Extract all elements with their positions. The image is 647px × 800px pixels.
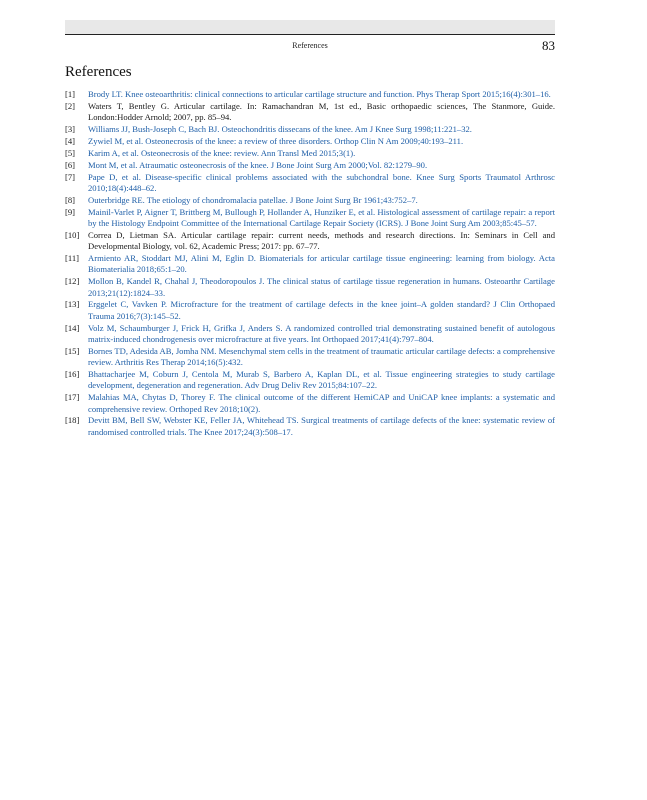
- reference-item[interactable]: [65, 195, 555, 206]
- running-title: References: [292, 41, 328, 50]
- reference-item[interactable]: [65, 392, 555, 415]
- reference-text: Waters T, Bentley G. Articular cartilage. In: Ramachandran M, 1st ed., Basic orthopaedic sciences, The Stanmore, Guide. London:Hodder Arnold; 2007, pp. 85–94.: [88, 100, 555, 123]
- reference-item[interactable]: [65, 124, 555, 135]
- reference-item[interactable]: [65, 172, 555, 195]
- header-band: [65, 20, 555, 34]
- reference-number: [10]: [65, 229, 80, 240]
- reference-number: [5]: [65, 147, 76, 158]
- reference-link[interactable]: Malahias MA, Chytas D, Thorey F. The clinical outcome of the different HemiCAP and UniCAP knee implants: a systematic and comprehensive review. Orthoped Rev 2018;10(2).: [88, 392, 555, 414]
- reference-number: [17]: [65, 392, 80, 403]
- reference-number: [7]: [65, 171, 76, 182]
- reference-item[interactable]: [65, 276, 555, 299]
- reference-number: [11]: [65, 253, 79, 264]
- reference-number: [12]: [65, 276, 80, 287]
- reference-link[interactable]: Brody LT. Knee osteoarthritis: clinical connections to articular cartilage structure and function. Phys Therap Sport 2015;16(4):301–16.: [88, 89, 551, 99]
- reference-number: [13]: [65, 299, 80, 310]
- reference-link[interactable]: Devitt BM, Bell SW, Webster KE, Feller JA, Whitehead TS. Surgical treatments of cartilage defects of the knee: systematic review of randomised controlled trials. The Knee 2017;24(3):508–17.: [88, 415, 555, 437]
- reference-link[interactable]: Armiento AR, Stoddart MJ, Alini M, Eglin D. Biomaterials for articular cartilage tissue engineering: learning from biology. Acta Biomaterialia 2018;65:1–20.: [88, 253, 555, 275]
- reference-text: Correa D, Lietman SA. Articular cartilage repair: current needs, methods and research directions. In: Seminars in Cell and Developmental Biology, vol. 62, Academic Press; 2017: pp. 67–77.: [88, 229, 555, 252]
- reference-item[interactable]: [65, 207, 555, 230]
- reference-link[interactable]: Volz M, Schaumburger J, Frick H, Grifka J, Anders S. A randomized controlled trial demonstrating sustained benefit of autologous matrix-induced chondrogenesis over microfracture at five years. Int Orthopaed 2017;41(4):797–804.: [88, 322, 555, 344]
- reference-link[interactable]: Karim A, et al. Osteonecrosis of the knee: review. Ann Transl Med 2015;3(1).: [88, 147, 356, 158]
- reference-item[interactable]: [65, 369, 555, 392]
- reference-number: [1]: [65, 89, 76, 99]
- reference-item[interactable]: [65, 253, 555, 276]
- reference-item[interactable]: [65, 148, 555, 159]
- reference-list: [65, 89, 555, 439]
- reference-link[interactable]: Erggelet C, Vavken P. Microfracture for the treatment of cartilage defects in the knee joint–A golden standard? J Clin Orthopaed Trauma 2016;7(3):145–52.: [88, 299, 555, 321]
- reference-item[interactable]: [65, 136, 555, 147]
- reference-link[interactable]: Bornes TD, Adesida AB, Jomha NM. Mesenchymal stem cells in the treatment of traumatic articular cartilage defects: a comprehensive review. Arthritis Res Therap 2014;16(5):432.: [88, 345, 555, 368]
- reference-item[interactable]: [65, 346, 555, 369]
- reference-item[interactable]: [65, 299, 555, 322]
- reference-item[interactable]: [65, 415, 555, 438]
- reference-item[interactable]: [65, 89, 555, 100]
- reference-number: [18]: [65, 415, 80, 426]
- reference-number: [2]: [65, 100, 76, 111]
- reference-number: [16]: [65, 369, 80, 380]
- reference-number: [14]: [65, 322, 80, 333]
- reference-item: [65, 230, 555, 253]
- reference-link[interactable]: Bhattacharjee M, Coburn J, Centola M, Murab S, Barbero A, Kaplan DL, et al. Tissue engineering strategies to study cartilage development, degeneration and regeneration. Adv Drug Deliv Rev 2015;84:107–22.: [88, 369, 555, 391]
- reference-number: [4]: [65, 135, 76, 146]
- running-header: [65, 38, 555, 56]
- reference-link[interactable]: Pape D, et al. Disease-specific clinical problems associated with the subchondral bone. Knee Surg Sports Traumatol Arthrosc 2010;18(4):448–62.: [88, 171, 555, 193]
- reference-number: [15]: [65, 345, 80, 356]
- reference-number: [8]: [65, 194, 76, 205]
- reference-item[interactable]: [65, 160, 555, 171]
- reference-link[interactable]: Mollon B, Kandel R, Chahal J, Theodoropoulos J. The clinical status of cartilage tissue regeneration in humans. Osteoarthr Cartilage 2013;21(12):1824–33.: [88, 276, 555, 298]
- reference-link[interactable]: Mainil-Varlet P, Aigner T, Brittberg M, Bullough P, Hollander A, Hunziker E, et al. Histological assessment of cartilage repair: a report by the Histology Endpoint Committee of the International Cartilage Repair Society (ICRS). J Bone Joint Surg Am 2003;85:45–57.: [88, 206, 555, 229]
- reference-link[interactable]: Williams JJ, Bush-Joseph C, Bach BJ. Osteochondritis dissecans of the knee. Am J Knee Surg 1998;11:221–32.: [88, 124, 472, 135]
- header-rule: [65, 34, 555, 35]
- reference-link[interactable]: Zywiel M, et al. Osteonecrosis of the knee: a review of three disorders. Orthop Clin N Am 2009;40:193–211.: [88, 135, 464, 146]
- reference-number: [9]: [65, 206, 76, 217]
- section-title: References: [65, 64, 132, 80]
- reference-link[interactable]: Mont M, et al. Atraumatic osteonecrosis of the knee. J Bone Joint Surg Am 2000;Vol. 82:1279–90.: [88, 159, 428, 170]
- page-number: 83: [542, 38, 555, 53]
- reference-link[interactable]: Outerbridge RE. The etiology of chondromalacia patellae. J Bone Joint Surg Br 1961;43:752–7.: [88, 194, 418, 205]
- reference-item[interactable]: [65, 323, 555, 346]
- reference-item: [65, 101, 555, 124]
- reference-number: [3]: [65, 124, 76, 135]
- reference-number: [6]: [65, 159, 76, 170]
